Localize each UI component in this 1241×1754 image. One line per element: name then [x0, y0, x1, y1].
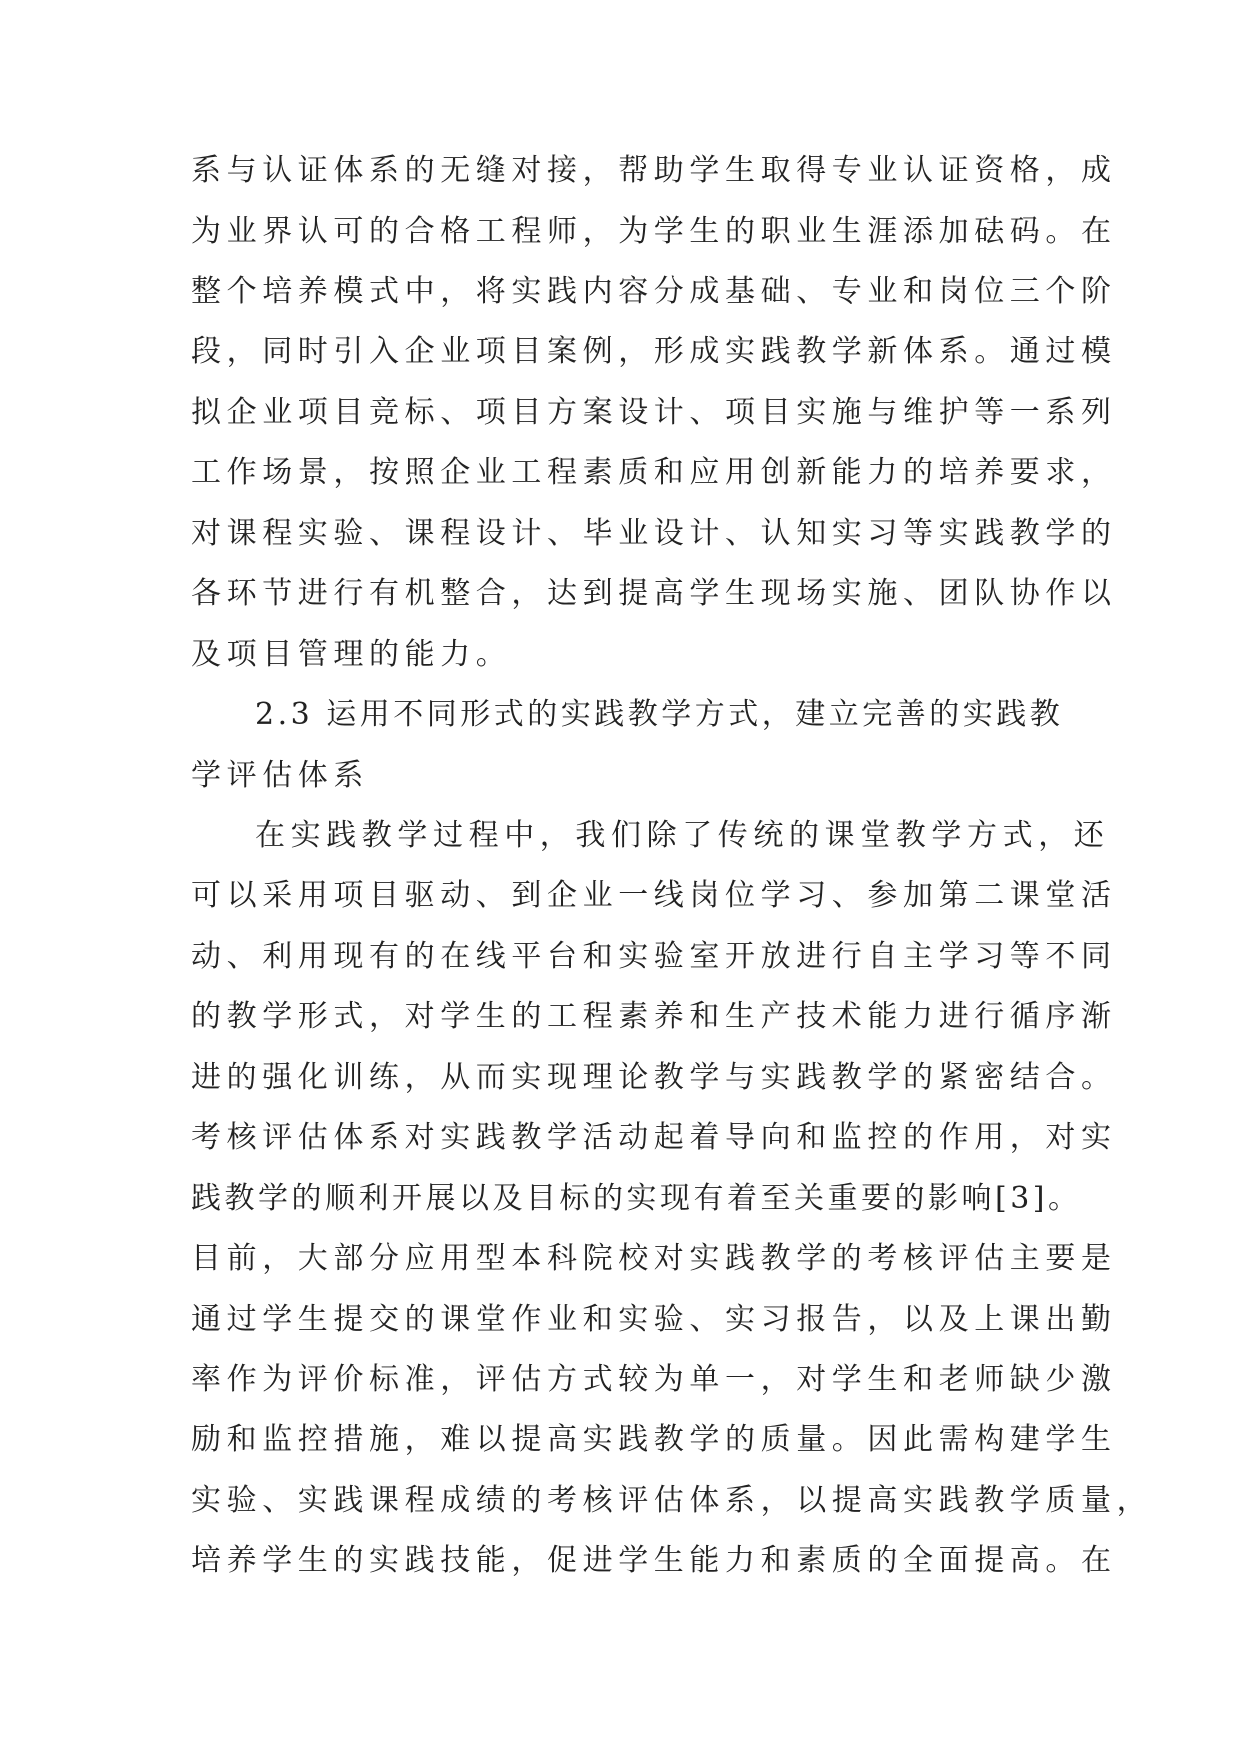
text-line: 实验、实践课程成绩的考核评估体系，以提高实践教学质量， [191, 1483, 1153, 1518]
text-line: 在实践教学过程中，我们除了传统的课堂教学方式，还 [255, 818, 1110, 853]
text-line: 系与认证体系的无缝对接，帮助学生取得专业认证资格，成 [191, 153, 1117, 188]
text-line: 践教学的顺利开展以及目标的实现有着至关重要的影响[3]。 [191, 1181, 1082, 1216]
text-line: 考核评估体系对实践教学活动起着导向和监控的作用，对实 [191, 1120, 1117, 1155]
text-line: 为业界认可的合格工程师，为学生的职业生涯添加砝码。在 [191, 214, 1117, 249]
section-heading: 2.3 运用不同形式的实践教学方式，建立完善的实践教 [255, 697, 1064, 732]
text-line: 目前，大部分应用型本科院校对实践教学的考核评估主要是 [191, 1241, 1117, 1276]
text-line: 通过学生提交的课堂作业和实验、实习报告，以及上课出勤 [191, 1302, 1117, 1337]
text-line: 率作为评价标准，评估方式较为单一，对学生和老师缺少激 [191, 1362, 1117, 1397]
text-line: 段，同时引入企业项目案例，形成实践教学新体系。通过模 [191, 334, 1117, 369]
text-line: 工作场景，按照企业工程素质和应用创新能力的培养要求， [191, 455, 1117, 490]
text-line: 对课程实验、课程设计、毕业设计、认知实习等实践教学的 [191, 516, 1117, 551]
text-line: 拟企业项目竞标、项目方案设计、项目实施与维护等一系列 [191, 395, 1117, 430]
text-line: 励和监控措施，难以提高实践教学的质量。因此需构建学生 [191, 1422, 1117, 1457]
text-line: 进的强化训练，从而实现理论教学与实践教学的紧密结合。 [191, 1060, 1117, 1095]
text-line: 及项目管理的能力。 [191, 637, 512, 672]
text-line: 的教学形式，对学生的工程素养和生产技术能力进行循序渐 [191, 999, 1117, 1034]
text-line: 各环节进行有机整合，达到提高学生现场实施、团队协作以 [191, 576, 1117, 611]
text-line: 动、利用现有的在线平台和实验室开放进行自主学习等不同 [191, 939, 1117, 974]
text-line: 整个培养模式中，将实践内容分成基础、专业和岗位三个阶 [191, 274, 1117, 309]
section-heading-continued: 学评估体系 [191, 758, 369, 793]
text-line: 可以采用项目驱动、到企业一线岗位学习、参加第二课堂活 [191, 878, 1117, 913]
text-line: 培养学生的实践技能，促进学生能力和素质的全面提高。在 [191, 1543, 1117, 1578]
